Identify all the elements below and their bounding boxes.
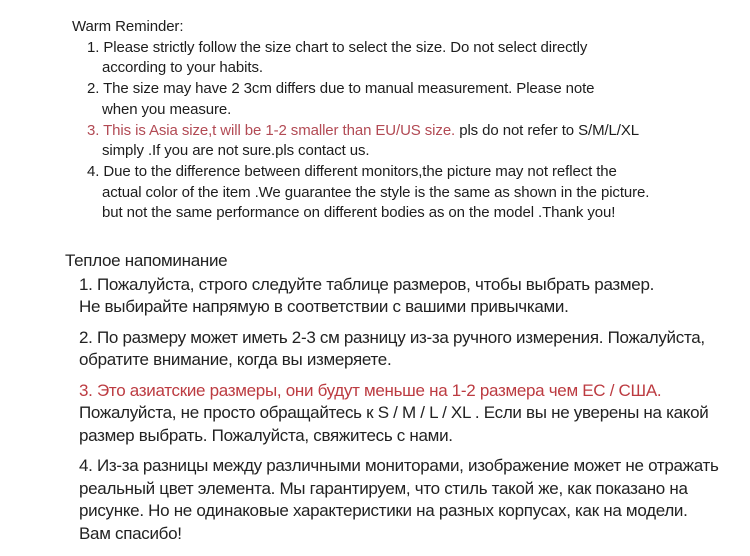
english-item-4-line-3: but not the same performance on different bodies as on the model .Thank you!	[102, 204, 616, 222]
russian-reminder-section	[0, 250, 750, 545]
russian-para-2-line-2: обратите внимание, когда вы измеряете.	[79, 350, 392, 370]
english-item-3-line-1	[0, 121, 750, 142]
asia-size-warning-russian: 3. Это азиатские размеры, они будут меньше на 1-2 размера чем ЕС / США.	[79, 380, 662, 400]
english-heading: Warm Reminder:	[72, 18, 184, 35]
russian-para-3	[0, 380, 750, 448]
russian-para-2-line-1: 2. По размеру может иметь 2-3 см разницу из-за ручного измерения. Пожалуйста,	[79, 327, 705, 347]
english-item-3-line-1-rest: pls do not refer to S/M/L/XL	[455, 121, 640, 139]
asia-size-warning-english: 3. This is Asia size,t will be 1-2 smaller than EU/US size.	[87, 121, 456, 139]
english-item-1-line-1: 1. Please strictly follow the size chart to select the size. Do not select directly	[87, 38, 588, 56]
russian-para-4-line-4: Вам спасибо!	[79, 523, 182, 543]
russian-para-3-line-2: Пожалуйста, не просто обращайтесь к S / M / L / XL . Если вы не уверены на какой	[79, 403, 709, 423]
english-reminder-section	[0, 17, 750, 224]
russian-para-4-line-1: 4. Из-за разницы между различными мониторами, изображение может не отражать	[79, 456, 719, 476]
english-item-2-line-1: 2. The size may have 2 3cm differs due to manual measurement. Please note	[87, 80, 595, 98]
russian-para-4-line-2: реальный цвет элемента. Мы гарантируем, что стиль такой же, как показано на	[79, 478, 688, 498]
russian-para-1	[0, 274, 750, 319]
russian-heading: Теплое напоминание	[65, 251, 228, 271]
english-item-3-line-2: simply .If you are not sure.pls contact us.	[102, 142, 370, 160]
english-item-4-line-1: 4. Due to the difference between different monitors,the picture may not reflect the	[87, 162, 617, 180]
russian-para-2	[0, 327, 750, 372]
russian-para-3-line-3: размер выбрать. Пожалуйста, свяжитесь с нами.	[79, 425, 453, 445]
russian-para-1-line-1: 1. Пожалуйста, строго следуйте таблице размеров, чтобы выбрать размер.	[79, 274, 655, 294]
english-item-4-line-2: actual color of the item .We guarantee the style is the same as shown in the picture.	[102, 183, 650, 201]
english-item-2-line-2: when you measure.	[102, 100, 232, 118]
russian-para-4-line-3: рисунке. Но не одинаковые характеристики на разных корпусах, как на модели.	[79, 501, 688, 521]
english-item-1-line-2: according to your habits.	[102, 59, 263, 77]
russian-para-1-line-2: Не выбирайте напрямую в соответствии с вашими привычками.	[79, 297, 569, 317]
russian-para-4	[0, 455, 750, 545]
